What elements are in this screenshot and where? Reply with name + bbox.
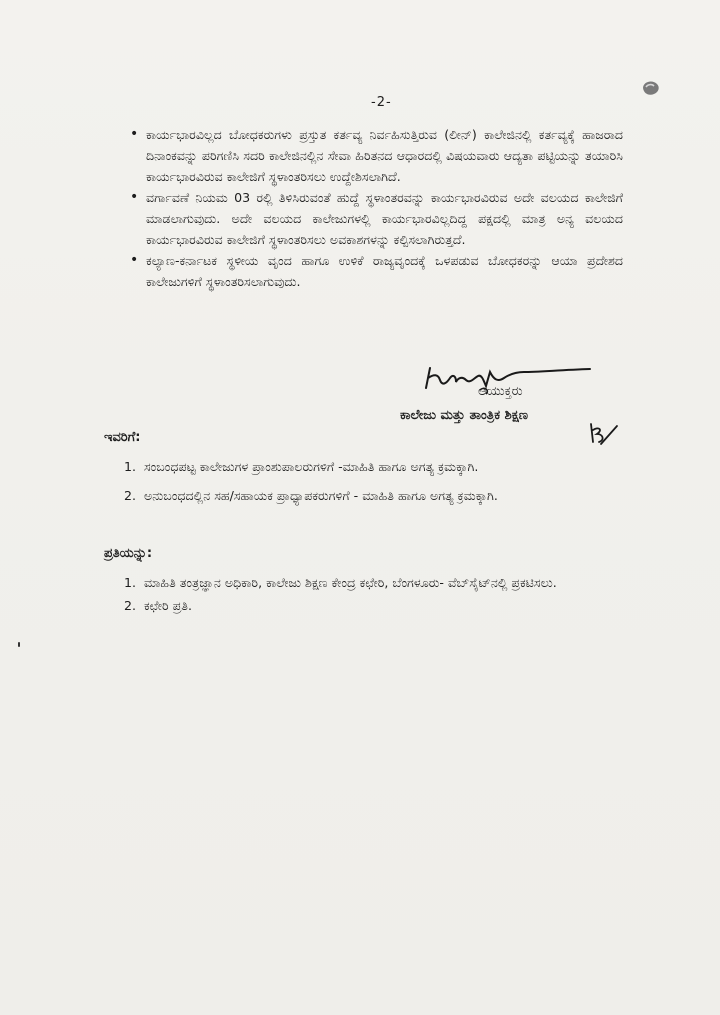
list-number: 1.	[124, 459, 137, 474]
signer-title: ಆಯುಕ್ತರು	[478, 384, 523, 399]
list-item	[124, 572, 624, 593]
list-text: ಅನುಬಂಧದಲ್ಲಿನ ಸಹ/ಸಹಾಯಕ ಪ್ರಾಧ್ಯಾಪಕರುಗಳಿಗೆ - ಮಾಹಿತಿ ಹಾಗೂ ಅಗತ್ಯ ಕ್ರಮಕ್ಕಾಗಿ.	[144, 488, 498, 503]
scan-speck	[18, 642, 20, 647]
to-label: ಇವರಿಗೆ:	[104, 430, 141, 445]
list-text: ಸಂಬಂಧಪಟ್ಟ ಕಾಲೇಜುಗಳ ಪ್ರಾಂಶುಪಾಲರುಗಳಿಗೆ -ಮಾಹಿತಿ ಹಾಗೂ ಅಗತ್ಯ ಕ್ರಮಕ್ಕಾಗಿ.	[144, 459, 479, 474]
list-item	[124, 485, 624, 506]
list-item	[124, 456, 624, 477]
list-text: ಮಾಹಿತಿ ತಂತ್ರಜ್ಞಾನ ಅಧಿಕಾರಿ, ಕಾಲೇಜು ಶಿಕ್ಷಣ ಕೇಂದ್ರ ಕಛೇರಿ, ಬೆಂಗಳೂರು- ವೆಬ್‌ಸೈಟ್‌ನಲ್ಲಿ ಪ್ರಕಟಿಸಲು.	[144, 575, 557, 590]
bullet-dot-icon: •	[130, 126, 139, 142]
copy-label: ಪ್ರತಿಯನ್ನು:	[104, 546, 153, 561]
bullet-text: ಕಾರ್ಯಭಾರವಿಲ್ಲದ ಬೋಧಕರುಗಳು ಪ್ರಸ್ತುತ ಕರ್ತವ್ಯ ನಿರ್ವಹಿಸುತ್ತಿರುವ (ಲೀನ್) ಕಾಲೇಜಿನಲ್ಲಿ ಕರ್ತವ್ಯಕ್ಕೆ ಹಾಜರಾದ ದಿನಾಂಕವನ್ನು ಪರಿಗಣಿಸಿ ಸದರಿ ಕಾಲೇಜಿನಲ್ಲಿನ ಸೇವಾ ಹಿರಿತನದ ಆಧಾರದಲ್ಲಿ ವಿಷಯವಾರು ಆದ್ಯತಾ ಪಟ್ಟಿಯನ್ನು ತಯಾರಿಸಿ ಕಾರ್ಯಭಾರವಿರುವ ಕಾಲೇಜಿಗೆ ಸ್ಥಳಾಂತರಿಸಲು ಉದ್ದೇಶಿಸಲಾಗಿದೆ.	[146, 127, 623, 184]
list-number: 2.	[124, 598, 137, 613]
list-number: 1.	[124, 575, 137, 590]
list-number: 2.	[124, 488, 137, 503]
bullet-text: ವರ್ಗಾವಣೆ ನಿಯಮ 03 ರಲ್ಲಿ ತಿಳಿಸಿರುವಂತೆ ಹುದ್ದೆ ಸ್ಥಳಾಂತರವನ್ನು ಕಾರ್ಯಭಾರವಿರುವ ಅದೇ ವಲಯದ ಕಾಲೇಜಿಗೆ ಮಾಡಲಾಗುವುದು. ಅದೇ ವಲಯದ ಕಾಲೇಜುಗಳಲ್ಲಿ ಕಾರ್ಯಭಾರವಿಲ್ಲದಿದ್ದ ಪಕ್ಷದಲ್ಲಿ ಮಾತ್ರ ಅನ್ಯ ವಲಯದ ಕಾರ್ಯಭಾರವಿರುವ ಕಾಲೇಜಿಗೆ ಸ್ಥಳಾಂತರಿಸಲು ಅವಕಾಶಗಳನ್ನು ಕಲ್ಪಿಸಲಾಗಿರುತ್ತದೆ.	[146, 190, 624, 247]
bullet-dot-icon: •	[130, 189, 139, 205]
bullet-list	[128, 124, 623, 292]
copy-list	[124, 572, 624, 616]
bullet-item	[128, 124, 623, 187]
bullet-text: ಕಲ್ಯಾಣ-ಕರ್ನಾಟಕ ಸ್ಥಳೀಯ ವೃಂದ ಹಾಗೂ ಉಳಿಕೆ ರಾಜ್ಯವೃಂದಕ್ಕೆ ಒಳಪಡುವ ಬೋಧಕರನ್ನು ಆಯಾ ಪ್ರದೇಶದ ಕಾಲೇಜುಗಳಿಗೆ ಸ್ಥಳಾಂತರಿಸಲಾಗುವುದು.	[146, 253, 623, 289]
bullet-item	[128, 250, 623, 292]
punch-hole-mark-icon	[640, 78, 662, 98]
handwritten-initials-icon	[585, 420, 621, 448]
list-item	[124, 595, 624, 616]
signer-department: ಕಾಲೇಜು ಮತ್ತು ತಾಂತ್ರಿಕ ಶಿಕ್ಷಣ	[400, 408, 528, 423]
list-text: ಕಛೇರಿ ಪ್ರತಿ.	[144, 598, 192, 613]
bullet-dot-icon: •	[130, 252, 139, 268]
bullet-item	[128, 187, 623, 250]
recipient-list	[124, 456, 624, 506]
page-number: -2-	[371, 95, 392, 110]
